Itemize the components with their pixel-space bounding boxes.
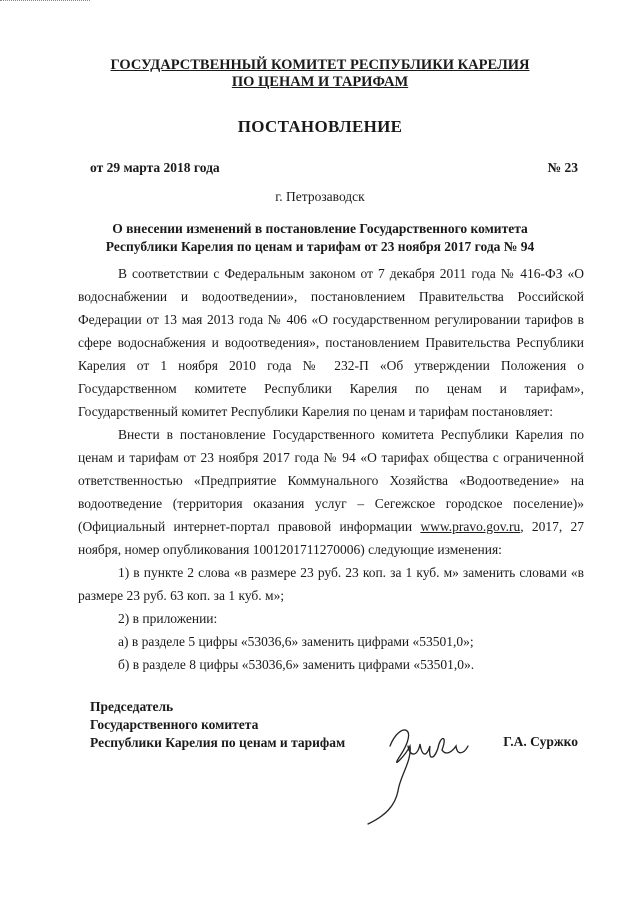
resolution-text-after: , 2017, 27 ноября, номер опубликования 1001201711270006) следующие изменения: xyxy=(78,519,585,557)
pravo-link[interactable]: www.pravo.gov.ru xyxy=(420,519,521,534)
subject-line2: Республики Карелия по ценам и тарифам от 23 ноября 2017 года № 94 xyxy=(105,239,535,254)
resolution-paragraph xyxy=(78,423,584,561)
change-item-2b: б) в разделе 8 цифры «53036,6» заменить цифрами «53501,0». xyxy=(118,657,475,672)
resolution-text-before: Внести в постановление Государственного комитета Республики Карелия по ценам и тарифам от 23 ноября 2017 года № 94 «О тарифах общества с ограниченной ответственностью «Предприятие Коммунального Хозяйства «Водоотведение» на водоотведение (территория оказания услуг – Сегежское городское поселение)» (Официальный интернет-портал правовой информации xyxy=(78,427,584,534)
document-number: № 23 xyxy=(547,160,578,175)
signer-name: Г.А. Суржко xyxy=(503,734,578,749)
document-title: ПОСТАНОВЛЕНИЕ xyxy=(237,117,403,136)
change-item-1: 1) в пункте 2 слова «в размере 23 руб. 23 коп. за 1 куб. м» заменить словами «в размере 23 руб. 63 коп. за 1 куб. м»; xyxy=(78,565,584,603)
preamble-paragraph: В соответствии с Федеральным законом от 7 декабря 2011 года № 416-ФЗ «О водоснабжении и водоотведении», постановлением Правительства Российской Федерации от 13 мая 2013 года № 406 «О государственном регулировании тарифов в сфере водоснабжения и водоотведения», постановлением Правительства Республики Карелия от 1 ноября 2010 года № 232-П «Об утверждении Положения о Государственном комитете Республики Карелия по ценам и тарифам», Государственный комитет Республики Карелия по ценам и тарифам постановляет: xyxy=(78,266,584,419)
scan-edge-mark xyxy=(0,0,90,3)
document-date: от 29 марта 2018 года xyxy=(90,160,220,175)
signatory-line1: Председатель xyxy=(90,699,174,714)
change-item-2a: а) в разделе 5 цифры «53036,6» заменить цифрами «53501,0»; xyxy=(118,634,474,649)
signatory-line3: Республики Карелия по ценам и тарифам xyxy=(90,735,346,750)
issuer-name-line1: ГОСУДАРСТВЕННЫЙ КОМИТЕТ РЕСПУБЛИКИ КАРЕЛИЯ xyxy=(110,57,530,73)
signatory-position xyxy=(90,698,345,752)
document-body xyxy=(78,262,584,676)
subject-line1: О внесении изменений в постановление Государственного комитета xyxy=(112,221,528,236)
change-item-2: 2) в приложении: xyxy=(118,611,218,626)
handwritten-signature xyxy=(360,716,470,826)
document-subject xyxy=(0,220,640,256)
issuer-name-line2: ПО ЦЕНАМ И ТАРИФАМ xyxy=(231,74,409,90)
document-city: г. Петрозаводск xyxy=(275,189,365,204)
signatory-line2: Государственного комитета xyxy=(90,717,259,732)
